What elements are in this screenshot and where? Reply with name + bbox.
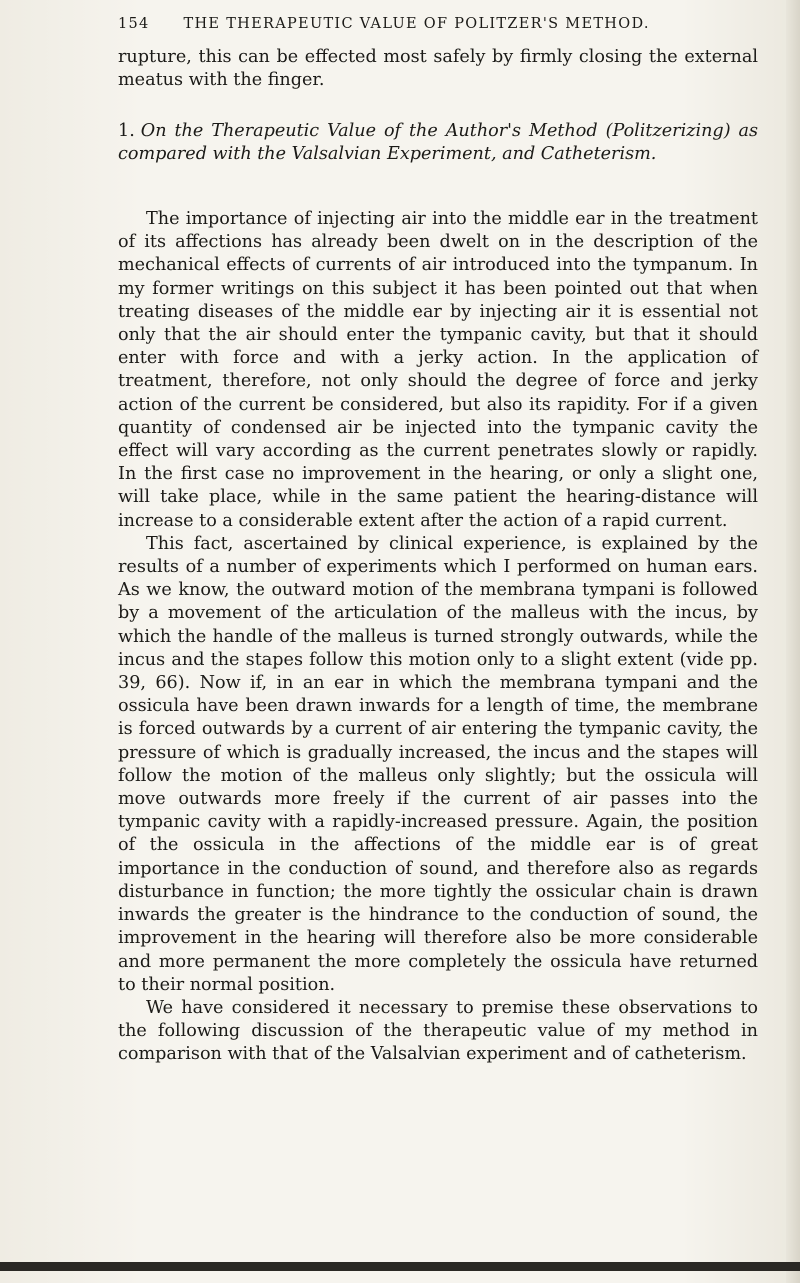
bottom-rule <box>0 1262 800 1271</box>
paragraph: We have considered it necessary to premise these observations to the following discussion of the therapeutic value of my method in comparison with that of the Valsalvian experiment and of catheterism. <box>118 997 758 1065</box>
section-heading <box>118 120 758 166</box>
body-text <box>118 208 758 1067</box>
page-edge <box>786 0 800 1283</box>
paragraph: The importance of injecting air into the middle ear in the treatment of its affections has already been dwelt on in the description of the mechanical effects of currents of air introduced into the tympanum. In my former writings on this subject it has been pointed out that when treating diseases of the middle ear by injecting air it is essential not only that the air should enter the tympanic cavity, but that it should enter with force and with a jerky action. In the application of treatment, therefore, not only should the degree of force and jerky action of the current be considered, but also its rapidity. For if a given quantity of condensed air be injected into the tympanic cavity the effect will vary according as the current penetrates slowly or rapidly. In the first case no improvement in the hearing, or only a slight one, will take place, while in the same patient the hearing-distance will increase to a considerable extent after the action of a rapid current. <box>118 209 758 531</box>
continuation-text: rupture, this can be effected most safely by firmly closing the external meatus with the finger. <box>118 47 758 91</box>
running-header <box>118 16 758 32</box>
paragraph: This fact, ascertained by clinical experience, is explained by the results of a number of experiments which I performed on human ears. As we know, the outward motion of the membrana tympani is followed by a movement of the articulation of the malleus with the incus, by which the handle of the malleus is turned strongly outwards, while the incus and the stapes follow this motion only to a slight extent (vide pp. 39, 66). Now if, in an ear in which the membrana tympani and the ossicula have been drawn inwards for a length of time, the membrane is forced outwards by a current of air entering the tympanic cavity, the pressure of which is gradually increased, the incus and the stapes will follow the motion of the malleus only slightly; but the ossicula will move outwards more freely if the current of air passes into the tympanic cavity with a rapidly-increased pressure. Again, the position of the ossicula in the affections of the middle ear is of great importance in the conduction of sound, and therefore also as regards disturbance in function; the more tightly the ossicular chain is drawn inwards the greater is the hindrance to the conduction of sound, the improvement in the hearing will therefore also be more considerable and more permanent the more completely the ossicula have returned to their normal position. <box>118 533 758 995</box>
section-number: 1. <box>118 121 135 141</box>
running-title: THE THERAPEUTIC VALUE OF POLITZER'S METHOD. <box>183 16 650 32</box>
page-number: 154 <box>118 16 150 32</box>
section-title: On the Therapeutic Value of the Author's Method (Politzerizing) as compared with the Valsalvian Experiment, and Catheterism. <box>118 121 758 165</box>
